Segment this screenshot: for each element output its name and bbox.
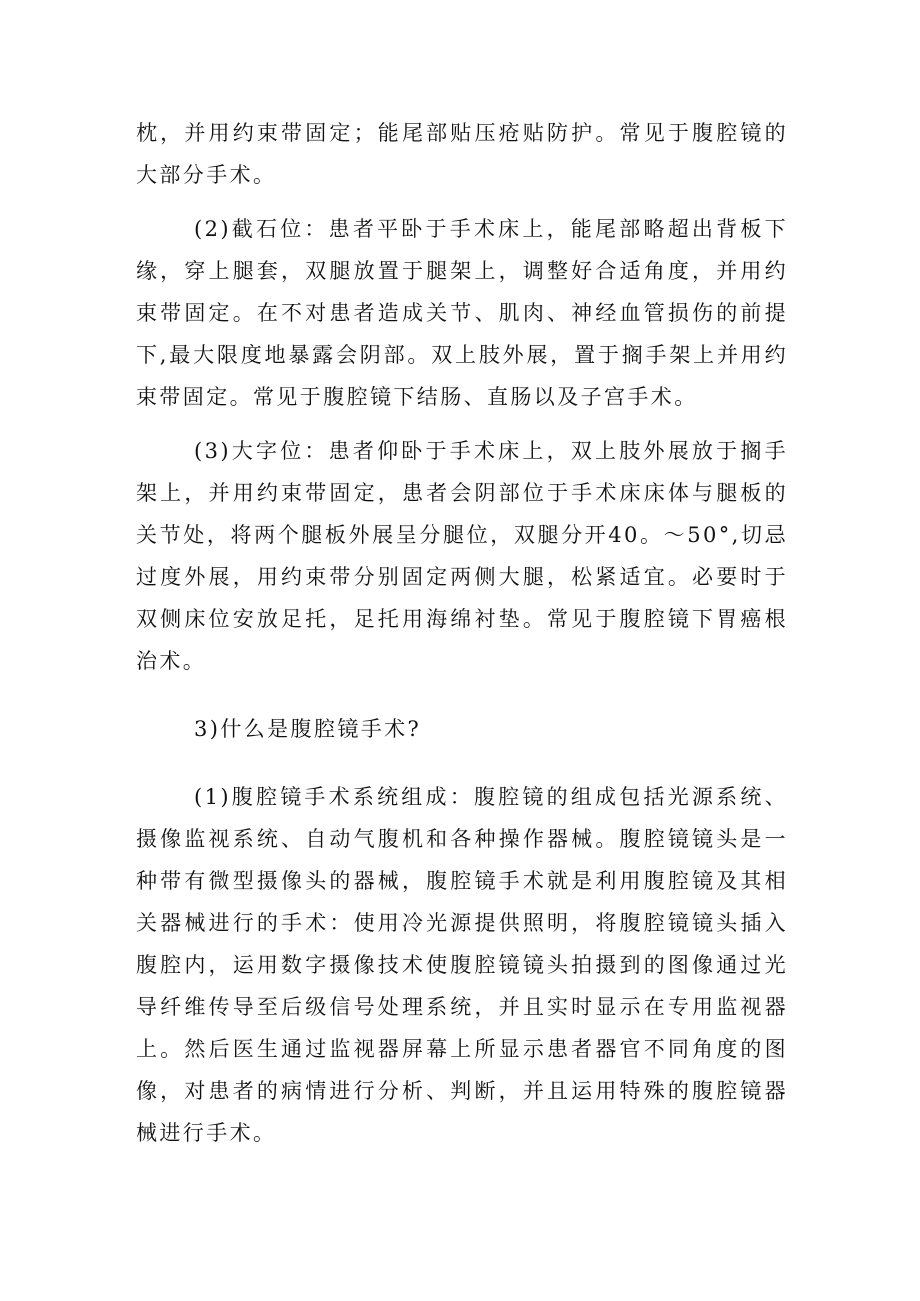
body-text xyxy=(136,112,788,1154)
paragraph-system-composition: (1)腹腔镜手术系统组成：腹腔镜的组成包括光源系统、摄像监视系统、自动气腹机和各种操作器械。腹腔镜镜头是一种带有微型摄像头的器械，腹腔镜手术就是利用腹腔镜及其相关器械进行的手术：使用冷光源提供照明，将腹腔镜镜头插入腹腔内，运用数字摄像技术使腹腔镜镜头拍摄到的图像通过光导纤维传导至后级信号处理系统，并且实时显示在专用监视器上。然后医生通过监视器屏幕上所显示患者器官不同角度的图像，对患者的病情进行分析、判断，并且运用特殊的腹腔镜器械进行手术。 xyxy=(136,785,788,1145)
paragraph-spread-eagle-position: (3)大字位：患者仰卧于手术床上，双上肢外展放于搁手架上，并用约束带固定，患者会阴部位于手术床床体与腿板的关节处，将两个腿板外展呈分腿位，双腿分开40。～50°,切忌过度外展，用约束带分别固定两侧大腿，松紧适宜。必要时于双侧床位安放足托，足托用海绵衬垫。常见于腹腔镜下胃癌根治术。 xyxy=(136,439,788,673)
paragraph-lithotomy-position: (2)截石位：患者平卧于手术床上，能尾部略超出背板下缘，穿上腿套，双腿放置于腿架上，调整好合适角度，并用约束带固定。在不对患者造成关节、肌肉、神经血管损伤的前提下,最大限度地暴露会阴部。双上肢外展，置于搁手架上并用约束带固定。常见于腹腔镜下结肠、直肠以及子宫手术。 xyxy=(136,217,788,409)
paragraph-continuation: 枕，并用约束带固定；能尾部贴压疮贴防护。常见于腹腔镜的大部分手术。 xyxy=(136,121,788,187)
section-heading-laparoscopic-surgery: 3)什么是腹腔镜手术? xyxy=(194,717,422,741)
